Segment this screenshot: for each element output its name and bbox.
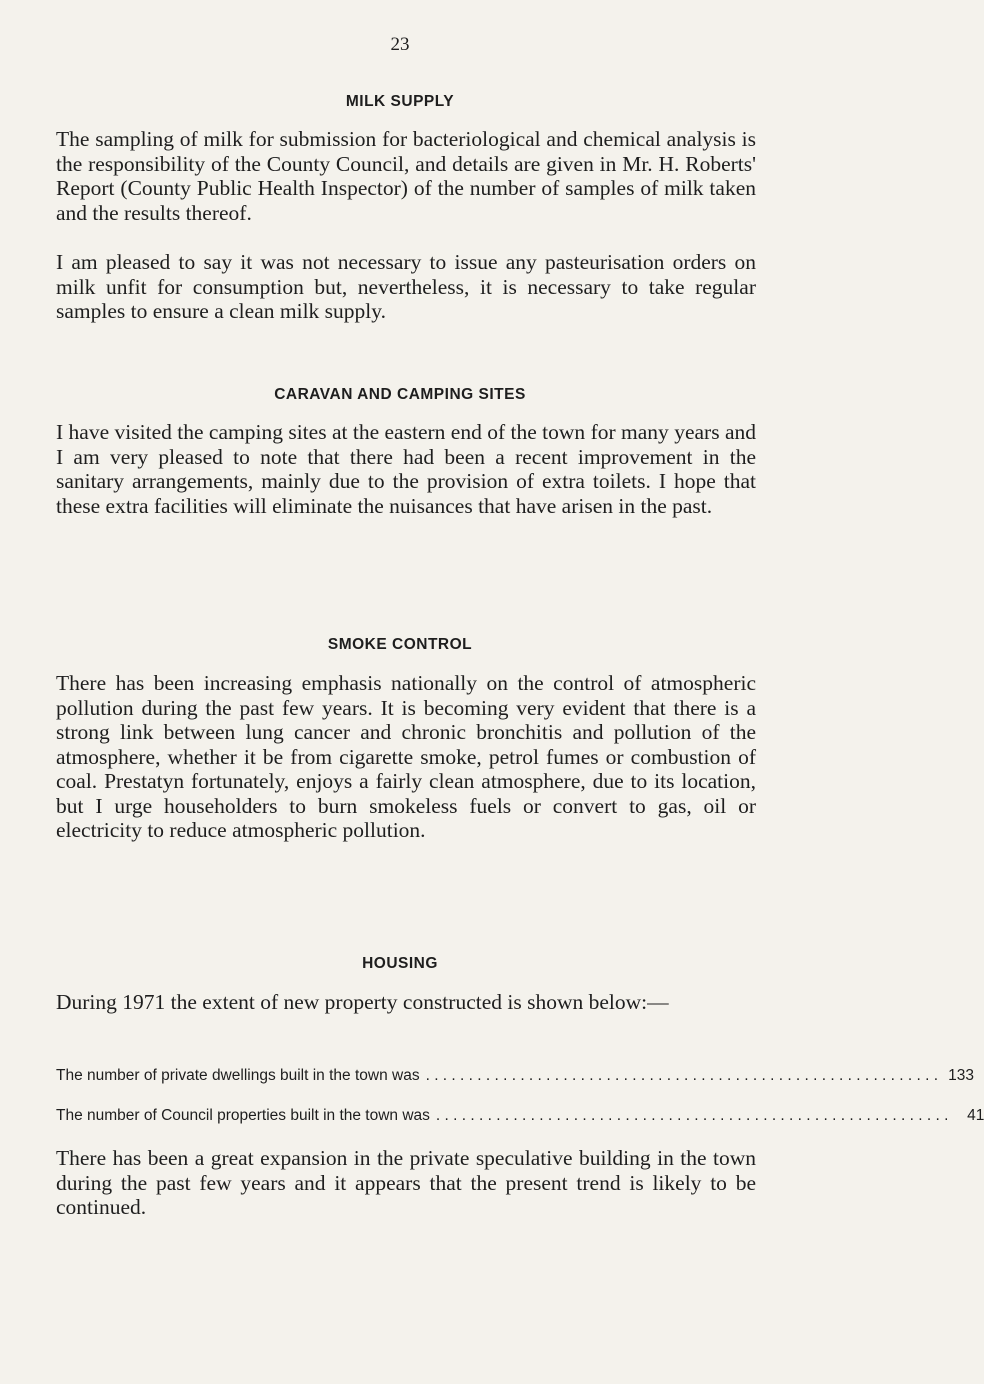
housing-heading: HOUSING — [362, 955, 438, 972]
housing-row-label: The number of Council properties built in the town was — [56, 1107, 430, 1124]
milk-supply-paragraph-2: I am pleased to say it was not necessary to issue any pasteurisation orders on milk unfit for consumption but, nevertheless, it is necessary to take regular samples to ensure a clean milk supply. — [56, 250, 756, 323]
caravan-heading: CARAVAN AND CAMPING SITES — [274, 386, 526, 403]
page-number: 23 — [390, 34, 410, 55]
housing-row-value: 41 — [967, 1107, 984, 1124]
leader-dots: . . . . . . . . . . . . . . . . . . . . . . . . . . . . . . . . . . . . . . . . . . . . . . . . . . . . . . . . . . . . — [435, 1107, 949, 1124]
housing-closing-paragraph: There has been a great expansion in the private speculative building in the town during the past few years and it appears that the present trend is likely to be continued. — [56, 1146, 756, 1219]
housing-row-council — [56, 1106, 984, 1126]
leader-dots: . . . . . . . . . . . . . . . . . . . . . . . . . . . . . . . . . . . . . . . . . . . . . . . . . . . . . . . . . . . . — [425, 1067, 939, 1084]
housing-row-value: 133 — [948, 1067, 975, 1084]
milk-supply-heading: MILK SUPPLY — [345, 93, 455, 110]
housing-row-private — [56, 1066, 975, 1086]
milk-supply-paragraph-1: The sampling of milk for submission for bacteriological and chemical analysis is the responsibility of the County Council, and details are given in Mr. H. Roberts' Report (County Public Health Inspector) of the number of samples of milk taken and the results thereof. — [56, 127, 756, 225]
caravan-paragraph-1: I have visited the camping sites at the eastern end of the town for many years and I am very pleased to note that there had been a recent improvement in the sanitary arrangements, mainly due to the provision of extra toilets. I hope that these extra facilities will eliminate the nuisances that have arisen in the past. — [56, 420, 756, 518]
smoke-control-paragraph-1: There has been increasing emphasis nationally on the control of atmospheric pollution during the past few years. It is becoming very evident that there is a strong link between lung cancer and chronic bronchitis and pollution of the atmosphere, whether it be from cigarette smoke, petrol fumes or combustion of coal. Prestatyn fortunately, enjoys a fairly clean atmosphere, due to its location, but I urge householders to burn smokeless fuels or convert to gas, oil or electricity to reduce atmospheric pollution. — [56, 671, 756, 842]
housing-row-label: The number of private dwellings built in the town was — [56, 1067, 420, 1084]
housing-intro: During 1971 the extent of new property constructed is shown below:— — [56, 990, 669, 1014]
smoke-control-heading: SMOKE CONTROL — [327, 636, 473, 653]
